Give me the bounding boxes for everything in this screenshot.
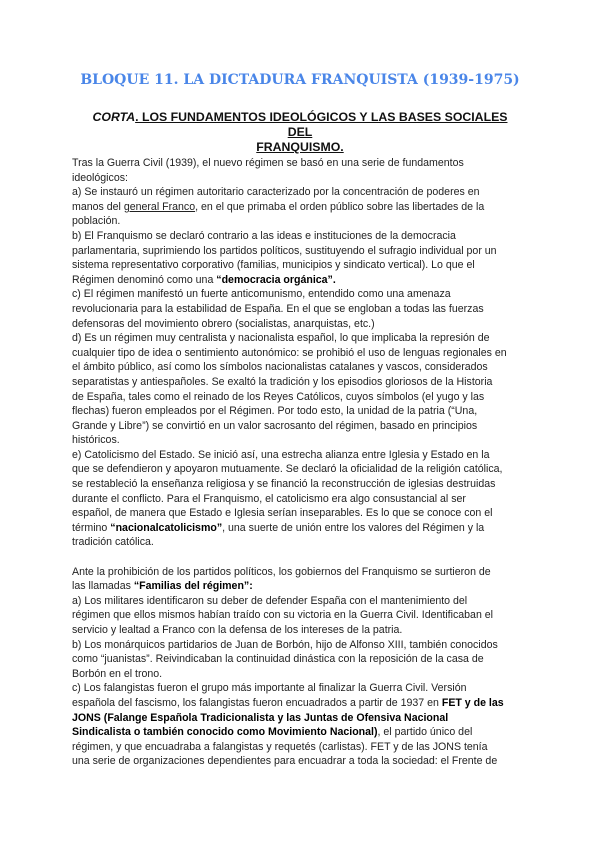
text-line — [72, 229, 542, 244]
text-segment: b) Los monárquicos partidarios de Juan de Borbón, hijo de Alfonso XIII, también conocidos — [72, 638, 498, 651]
text-line — [72, 711, 542, 726]
text-line — [72, 433, 542, 448]
text-segment: revolucionaria para la estabilidad de España. En el que se engloban a todas las fuerzas — [72, 302, 484, 315]
text-segment: parlamentaria, suprimiendo los partidos políticos, sustituyendo el sufragio individual por un — [72, 244, 497, 257]
text-line — [72, 579, 542, 594]
text-line — [72, 608, 542, 623]
text-line — [72, 623, 542, 638]
bold-text: “nacionalcatolicismo” — [110, 521, 223, 534]
text-line — [72, 462, 542, 477]
text-line — [72, 273, 542, 288]
text-line — [72, 754, 542, 769]
text-segment: históricos. — [72, 434, 120, 447]
text-line — [72, 287, 542, 302]
text-line — [72, 156, 542, 171]
bold-text: “Familias del régimen”: — [133, 580, 253, 593]
document-body — [72, 156, 542, 769]
text-line — [72, 317, 542, 332]
text-segment: c) El régimen manifestó un fuerte anticomunismo, entendido como una amenaza — [72, 288, 451, 301]
text-line — [72, 419, 542, 434]
text-line — [72, 506, 542, 521]
text-segment: de España, tales como el reinado de los Reyes Católicos, cuyos símbolos (el yugo y las — [72, 390, 485, 403]
text-segment: Grande y Libre”) se convirtió en un valor sacrosanto del régimen, basado en principios — [72, 419, 478, 432]
text-segment: b) El Franquismo se declaró contrario a las ideas e instituciones de la democracia — [72, 229, 456, 242]
heading-line-2: FRANQUISMO. — [256, 140, 344, 154]
text-line — [72, 477, 542, 492]
text-segment: tradición católica. — [72, 536, 154, 549]
text-segment: español, de manera que Estado e Iglesia serían inseparables. Es lo que se conoce con el — [72, 507, 493, 520]
text-segment: como “juanistas”. Reivindicaban la continuidad dinástica con la reposición de la casa de — [72, 653, 484, 666]
text-segment: ideológicos: — [72, 171, 128, 184]
text-segment: , el partido único del — [377, 726, 473, 739]
text-segment: Régimen denominó como una — [72, 273, 217, 286]
text-segment: Tras la Guerra Civil (1939), el nuevo régimen se basó en una serie de fundamentos — [72, 157, 464, 169]
text-line — [72, 565, 542, 580]
text-segment: a) Los militares identificaron su deber de defender España con el mantenimiento del — [72, 594, 468, 607]
text-line — [72, 594, 542, 609]
text-segment: que se defendieron y apoyaron mutuamente. Se declaró la oficialidad de la religión católica, — [72, 463, 503, 476]
text-segment: término — [72, 521, 111, 534]
text-line — [72, 244, 542, 259]
text-segment: e) Catolicismo del Estado. Se inició así, una estrecha alianza entre Iglesia y Estado en la — [72, 448, 490, 461]
text-segment: , una suerte de unión entre los valores del Régimen y la — [222, 521, 485, 534]
text-line — [72, 171, 542, 186]
text-segment: las llamadas — [72, 580, 134, 593]
text-segment: separatistas y antiespañoles. Se exaltó la tradición y los episodios gloriosos de la Historia — [72, 375, 493, 388]
text-line — [72, 638, 542, 653]
text-segment: Borbón en el trono. — [72, 667, 163, 680]
text-line — [72, 200, 542, 215]
text-line — [72, 740, 542, 755]
text-line — [72, 390, 542, 405]
text-segment: sistema representativo corporativo (familias, municipios y sindicato vertical). Lo que el — [72, 259, 475, 272]
text-line — [72, 185, 542, 200]
text-line — [72, 360, 542, 375]
text-segment: española del fascismo, los falangistas fueron encuadrados a partir de 1937 en — [72, 696, 442, 709]
text-line — [72, 535, 542, 550]
text-segment: defensoras del movimiento obrero (socialistas, anarquistas, etc.) — [72, 317, 375, 330]
text-segment: población. — [72, 215, 121, 228]
text-line — [72, 521, 542, 536]
underlined-text: general Franco — [123, 200, 196, 213]
text-segment: régimen que ellos mismos habían traído con su victoria en la Guerra Civil. Identificaban el — [72, 609, 494, 622]
text-line — [72, 346, 542, 361]
text-line — [72, 492, 542, 507]
text-segment: cualquier tipo de idea o sentimiento autonómico: se prohibió el uso de lenguas regionales en — [72, 346, 507, 359]
text-segment: flechas) fueron empleados por el Régimen. Por todo esto, la unidad de la patria (“Una, — [72, 405, 478, 418]
text-line — [72, 681, 542, 696]
text-segment: manos del — [72, 200, 124, 213]
bold-text: FET y de las — [441, 696, 504, 709]
text-segment: d) Es un régimen muy centralista y nacionalista español, lo que implicaba la represión de — [72, 332, 490, 345]
text-line — [72, 550, 542, 565]
text-line — [72, 725, 542, 740]
text-segment: c) Los falangistas fueron el grupo más importante al finalizar la Guerra Civil. Versión — [72, 682, 467, 695]
text-segment: servicio y lealtad a Franco con la defensa de los intereses de la patria. — [72, 624, 403, 636]
text-line — [72, 696, 542, 711]
text-line — [72, 667, 542, 682]
text-line — [72, 375, 542, 390]
text-segment: , en el que primaba el orden público sobre las libertades de la — [195, 200, 485, 213]
text-line — [72, 448, 542, 463]
heading-prefix: CORTA — [92, 110, 136, 124]
text-line — [72, 331, 542, 346]
heading-line-1: . LOS FUNDAMENTOS IDEOLÓGICOS Y LAS BASES SOCIALES DEL — [135, 110, 508, 139]
text-line — [72, 214, 542, 229]
section-heading — [80, 110, 520, 155]
text-segment: el ámbito público, así como los símbolos nacionalistas catalanes y vascos, considerados — [72, 361, 488, 374]
text-line — [72, 258, 542, 273]
text-segment: durante el conflicto. Para el Franquismo, el catolicismo era algo consustancial al ser — [72, 492, 466, 505]
text-line — [72, 404, 542, 419]
bold-text: Sindicalista o también conocido como Movimiento Nacional) — [72, 726, 378, 739]
text-line — [72, 652, 542, 667]
text-line — [72, 302, 542, 317]
text-segment: régimen, y que encuadraba a falangistas y requetés (carlistas). FET y de las JONS tenía — [72, 740, 488, 753]
document-title: BLOQUE 11. LA DICTADURA FRANQUISTA (1939-1975) — [80, 72, 520, 88]
text-segment: se restableció la enseñanza religiosa y se financió la reconstrucción de iglesias destruidas — [72, 478, 496, 491]
bold-text: “democracia orgánica”. — [216, 273, 336, 286]
text-segment: una serie de organizaciones dependientes para encuadrar a toda la sociedad: el Frente de — [72, 755, 498, 768]
bold-text: JONS (Falange Española Tradicionalista y las Juntas de Ofensiva Nacional — [72, 711, 449, 724]
text-segment: Ante la prohibición de los partidos políticos, los gobiernos del Franquismo se surtieron de — [72, 565, 491, 578]
text-segment: a) Se instauró un régimen autoritario caracterizado por la concentración de poderes en — [72, 186, 480, 199]
